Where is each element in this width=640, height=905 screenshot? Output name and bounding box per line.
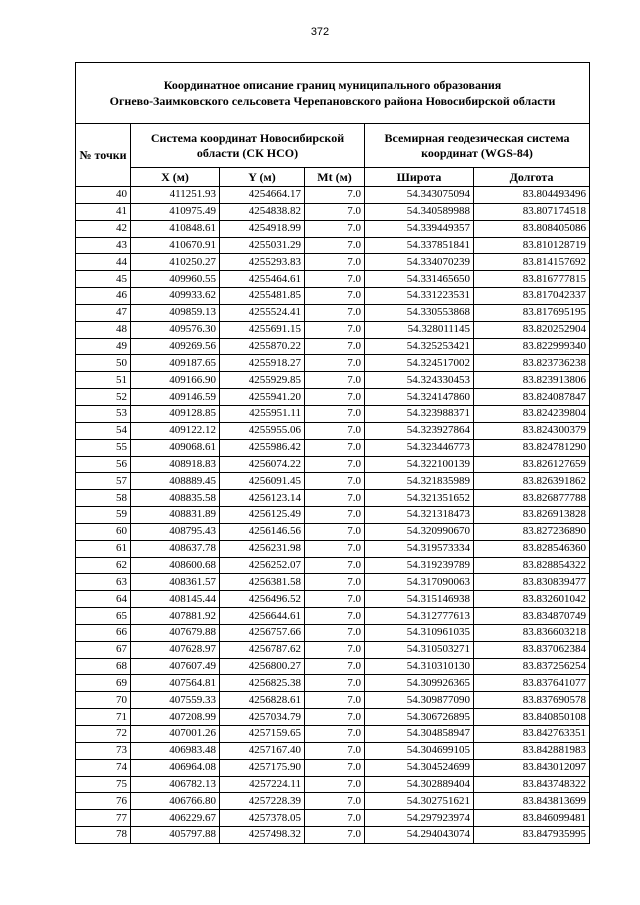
- longitude-cell: 83.836603218: [474, 624, 590, 641]
- y-cell: 4257167.40: [220, 742, 305, 759]
- x-cell: 406782.13: [131, 776, 220, 793]
- point-number-cell: 52: [76, 389, 131, 406]
- latitude-cell: 54.325253421: [365, 338, 474, 355]
- latitude-cell: 54.330553868: [365, 304, 474, 321]
- latitude-cell: 54.309926365: [365, 675, 474, 692]
- table-row: [76, 608, 590, 625]
- mt-cell: 7.0: [305, 456, 365, 473]
- latitude-column-header: Широта: [365, 168, 474, 187]
- latitude-cell: 54.343075094: [365, 187, 474, 204]
- x-cell: 406964.08: [131, 759, 220, 776]
- latitude-cell: 54.302751621: [365, 793, 474, 810]
- y-cell: 4256231.98: [220, 540, 305, 557]
- longitude-cell: 83.842881983: [474, 742, 590, 759]
- x-cell: 410848.61: [131, 220, 220, 237]
- mt-column-header: Mt (м): [305, 168, 365, 187]
- point-number-cell: 47: [76, 304, 131, 321]
- title-line-2: Огнево-Заимковского сельсовета Черепановского района Новосибирской области: [109, 94, 556, 108]
- latitude-cell: 54.310310130: [365, 658, 474, 675]
- table-row: [76, 827, 590, 844]
- latitude-cell: 54.304524699: [365, 759, 474, 776]
- y-cell: 4257175.90: [220, 759, 305, 776]
- table-row: [76, 624, 590, 641]
- point-number-cell: 69: [76, 675, 131, 692]
- latitude-cell: 54.297923974: [365, 810, 474, 827]
- y-cell: 4256825.38: [220, 675, 305, 692]
- x-cell: 408795.43: [131, 523, 220, 540]
- table-row: [76, 658, 590, 675]
- y-cell: 4256146.56: [220, 523, 305, 540]
- latitude-cell: 54.324517002: [365, 355, 474, 372]
- point-number-cell: 51: [76, 372, 131, 389]
- longitude-cell: 83.824300379: [474, 422, 590, 439]
- x-cell: 409933.62: [131, 288, 220, 305]
- table-row: [76, 372, 590, 389]
- longitude-cell: 83.828854322: [474, 557, 590, 574]
- table-row: [76, 456, 590, 473]
- latitude-cell: 54.340589988: [365, 203, 474, 220]
- table-row: [76, 574, 590, 591]
- wgs-system-header: Всемирная геодезическая система координат (WGS-84): [365, 124, 590, 168]
- longitude-cell: 83.827236890: [474, 523, 590, 540]
- longitude-cell: 83.826127659: [474, 456, 590, 473]
- point-number-cell: 58: [76, 490, 131, 507]
- point-number-cell: 55: [76, 439, 131, 456]
- point-number-header: № точки: [76, 124, 131, 187]
- x-cell: 410250.27: [131, 254, 220, 271]
- x-cell: 408361.57: [131, 574, 220, 591]
- longitude-cell: 83.823913806: [474, 372, 590, 389]
- x-cell: 409576.30: [131, 321, 220, 338]
- nso-system-header: Система координат Новосибирской области (СК НСО): [131, 124, 365, 168]
- mt-cell: 7.0: [305, 523, 365, 540]
- longitude-cell: 83.834870749: [474, 608, 590, 625]
- point-number-cell: 66: [76, 624, 131, 641]
- mt-cell: 7.0: [305, 203, 365, 220]
- mt-cell: 7.0: [305, 254, 365, 271]
- longitude-cell: 83.842763351: [474, 726, 590, 743]
- table-row: [76, 759, 590, 776]
- x-column-header: X (м): [131, 168, 220, 187]
- x-cell: 407607.49: [131, 658, 220, 675]
- point-number-cell: 50: [76, 355, 131, 372]
- y-cell: 4257228.39: [220, 793, 305, 810]
- point-number-cell: 42: [76, 220, 131, 237]
- x-cell: 408918.83: [131, 456, 220, 473]
- x-cell: 405797.88: [131, 827, 220, 844]
- x-cell: 411251.93: [131, 187, 220, 204]
- mt-cell: 7.0: [305, 389, 365, 406]
- latitude-cell: 54.310503271: [365, 641, 474, 658]
- point-number-cell: 73: [76, 742, 131, 759]
- longitude-cell: 83.840850108: [474, 709, 590, 726]
- table-row: [76, 304, 590, 321]
- table-row: [76, 675, 590, 692]
- table-row: [76, 507, 590, 524]
- y-cell: 4255464.61: [220, 271, 305, 288]
- mt-cell: 7.0: [305, 490, 365, 507]
- longitude-cell: 83.824781290: [474, 439, 590, 456]
- mt-cell: 7.0: [305, 422, 365, 439]
- latitude-cell: 54.339449357: [365, 220, 474, 237]
- table-row: [76, 338, 590, 355]
- latitude-cell: 54.317090063: [365, 574, 474, 591]
- x-cell: 409166.90: [131, 372, 220, 389]
- mt-cell: 7.0: [305, 473, 365, 490]
- table-row: [76, 321, 590, 338]
- x-cell: 406766.80: [131, 793, 220, 810]
- point-number-cell: 75: [76, 776, 131, 793]
- y-cell: 4255918.27: [220, 355, 305, 372]
- table-body: [76, 187, 590, 844]
- point-number-cell: 64: [76, 591, 131, 608]
- latitude-cell: 54.304858947: [365, 726, 474, 743]
- table-row: [76, 793, 590, 810]
- point-number-cell: 46: [76, 288, 131, 305]
- mt-cell: 7.0: [305, 372, 365, 389]
- x-cell: 409859.13: [131, 304, 220, 321]
- longitude-cell: 83.807174518: [474, 203, 590, 220]
- table-row: [76, 254, 590, 271]
- y-cell: 4256828.61: [220, 692, 305, 709]
- table-row: [76, 709, 590, 726]
- mt-cell: 7.0: [305, 355, 365, 372]
- x-cell: 407001.26: [131, 726, 220, 743]
- table-row: [76, 591, 590, 608]
- longitude-cell: 83.810128719: [474, 237, 590, 254]
- longitude-cell: 83.804493496: [474, 187, 590, 204]
- table-row: [76, 810, 590, 827]
- x-cell: 409269.56: [131, 338, 220, 355]
- longitude-cell: 83.830839477: [474, 574, 590, 591]
- longitude-cell: 83.820252904: [474, 321, 590, 338]
- mt-cell: 7.0: [305, 759, 365, 776]
- table-row: [76, 203, 590, 220]
- x-cell: 409960.55: [131, 271, 220, 288]
- point-number-cell: 71: [76, 709, 131, 726]
- point-number-cell: 40: [76, 187, 131, 204]
- point-number-cell: 43: [76, 237, 131, 254]
- x-cell: 406229.67: [131, 810, 220, 827]
- table-row: [76, 473, 590, 490]
- mt-cell: 7.0: [305, 304, 365, 321]
- point-number-cell: 76: [76, 793, 131, 810]
- point-number-cell: 60: [76, 523, 131, 540]
- point-number-cell: 45: [76, 271, 131, 288]
- longitude-cell: 83.817042337: [474, 288, 590, 305]
- y-cell: 4256252.07: [220, 557, 305, 574]
- x-cell: 409187.65: [131, 355, 220, 372]
- y-cell: 4256381.58: [220, 574, 305, 591]
- mt-cell: 7.0: [305, 827, 365, 844]
- table-row: [76, 355, 590, 372]
- table-row: [76, 405, 590, 422]
- table-row: [76, 422, 590, 439]
- point-number-cell: 57: [76, 473, 131, 490]
- y-cell: 4257224.11: [220, 776, 305, 793]
- x-cell: 410975.49: [131, 203, 220, 220]
- longitude-cell: 83.808405086: [474, 220, 590, 237]
- longitude-cell: 83.843813699: [474, 793, 590, 810]
- point-number-cell: 56: [76, 456, 131, 473]
- y-cell: 4256787.62: [220, 641, 305, 658]
- mt-cell: 7.0: [305, 288, 365, 305]
- x-cell: 407208.99: [131, 709, 220, 726]
- point-number-cell: 44: [76, 254, 131, 271]
- y-cell: 4257034.79: [220, 709, 305, 726]
- y-cell: 4255524.41: [220, 304, 305, 321]
- y-cell: 4255941.20: [220, 389, 305, 406]
- x-cell: 407628.97: [131, 641, 220, 658]
- x-cell: 408831.89: [131, 507, 220, 524]
- mt-cell: 7.0: [305, 271, 365, 288]
- latitude-cell: 54.321835989: [365, 473, 474, 490]
- mt-cell: 7.0: [305, 591, 365, 608]
- y-cell: 4255951.11: [220, 405, 305, 422]
- point-number-cell: 78: [76, 827, 131, 844]
- latitude-cell: 54.320990670: [365, 523, 474, 540]
- mt-cell: 7.0: [305, 742, 365, 759]
- latitude-cell: 54.312777613: [365, 608, 474, 625]
- mt-cell: 7.0: [305, 624, 365, 641]
- mt-cell: 7.0: [305, 641, 365, 658]
- table-row: [76, 271, 590, 288]
- latitude-cell: 54.322100139: [365, 456, 474, 473]
- point-number-cell: 48: [76, 321, 131, 338]
- y-cell: 4255031.29: [220, 237, 305, 254]
- y-cell: 4256757.66: [220, 624, 305, 641]
- y-cell: 4255955.06: [220, 422, 305, 439]
- longitude-cell: 83.837690578: [474, 692, 590, 709]
- x-cell: 409068.61: [131, 439, 220, 456]
- latitude-cell: 54.323446773: [365, 439, 474, 456]
- point-number-cell: 68: [76, 658, 131, 675]
- x-cell: 409146.59: [131, 389, 220, 406]
- x-cell: 408637.78: [131, 540, 220, 557]
- point-number-cell: 41: [76, 203, 131, 220]
- mt-cell: 7.0: [305, 675, 365, 692]
- mt-cell: 7.0: [305, 692, 365, 709]
- latitude-cell: 54.315146938: [365, 591, 474, 608]
- longitude-cell: 83.814157692: [474, 254, 590, 271]
- x-cell: 407679.88: [131, 624, 220, 641]
- x-cell: 410670.91: [131, 237, 220, 254]
- x-cell: 408145.44: [131, 591, 220, 608]
- title-line-1: Координатное описание границ муниципального образования: [163, 78, 502, 92]
- latitude-cell: 54.304699105: [365, 742, 474, 759]
- longitude-cell: 83.817695195: [474, 304, 590, 321]
- latitude-cell: 54.323927864: [365, 422, 474, 439]
- mt-cell: 7.0: [305, 540, 365, 557]
- latitude-cell: 54.324147860: [365, 389, 474, 406]
- y-cell: 4255870.22: [220, 338, 305, 355]
- table-row: [76, 490, 590, 507]
- table-row: [76, 776, 590, 793]
- y-cell: 4255481.85: [220, 288, 305, 305]
- table-row: [76, 237, 590, 254]
- mt-cell: 7.0: [305, 187, 365, 204]
- longitude-cell: 83.847935995: [474, 827, 590, 844]
- y-cell: 4257498.32: [220, 827, 305, 844]
- y-cell: 4254664.17: [220, 187, 305, 204]
- y-cell: 4256091.45: [220, 473, 305, 490]
- mt-cell: 7.0: [305, 439, 365, 456]
- point-number-cell: 74: [76, 759, 131, 776]
- longitude-cell: 83.824239804: [474, 405, 590, 422]
- longitude-cell: 83.837641077: [474, 675, 590, 692]
- x-cell: 406983.48: [131, 742, 220, 759]
- mt-cell: 7.0: [305, 709, 365, 726]
- x-cell: 409122.12: [131, 422, 220, 439]
- y-cell: 4257159.65: [220, 726, 305, 743]
- latitude-cell: 54.331465650: [365, 271, 474, 288]
- point-number-cell: 53: [76, 405, 131, 422]
- mt-cell: 7.0: [305, 507, 365, 524]
- longitude-cell: 83.843012097: [474, 759, 590, 776]
- point-number-cell: 54: [76, 422, 131, 439]
- y-cell: 4257378.05: [220, 810, 305, 827]
- x-cell: 407564.81: [131, 675, 220, 692]
- x-cell: 407881.92: [131, 608, 220, 625]
- y-cell: 4256644.61: [220, 608, 305, 625]
- mt-cell: 7.0: [305, 405, 365, 422]
- point-number-cell: 63: [76, 574, 131, 591]
- longitude-cell: 83.826913828: [474, 507, 590, 524]
- y-cell: 4255293.83: [220, 254, 305, 271]
- mt-cell: 7.0: [305, 608, 365, 625]
- longitude-cell: 83.826877788: [474, 490, 590, 507]
- table-row: [76, 557, 590, 574]
- coordinates-table: [75, 62, 590, 844]
- point-number-cell: 62: [76, 557, 131, 574]
- page-number: 372: [310, 26, 330, 38]
- latitude-cell: 54.319239789: [365, 557, 474, 574]
- longitude-cell: 83.816777815: [474, 271, 590, 288]
- x-cell: 408835.58: [131, 490, 220, 507]
- latitude-cell: 54.306726895: [365, 709, 474, 726]
- point-number-cell: 77: [76, 810, 131, 827]
- latitude-cell: 54.337851841: [365, 237, 474, 254]
- mt-cell: 7.0: [305, 574, 365, 591]
- mt-cell: 7.0: [305, 810, 365, 827]
- mt-cell: 7.0: [305, 237, 365, 254]
- table-row: [76, 220, 590, 237]
- point-number-cell: 65: [76, 608, 131, 625]
- latitude-cell: 54.319573334: [365, 540, 474, 557]
- table-row: [76, 523, 590, 540]
- mt-cell: 7.0: [305, 338, 365, 355]
- y-cell: 4255986.42: [220, 439, 305, 456]
- y-cell: 4256800.27: [220, 658, 305, 675]
- table-row: [76, 692, 590, 709]
- longitude-cell: 83.843748322: [474, 776, 590, 793]
- latitude-cell: 54.323988371: [365, 405, 474, 422]
- x-cell: 407559.33: [131, 692, 220, 709]
- longitude-cell: 83.826391862: [474, 473, 590, 490]
- table-row: [76, 540, 590, 557]
- point-number-cell: 72: [76, 726, 131, 743]
- mt-cell: 7.0: [305, 726, 365, 743]
- x-cell: 409128.85: [131, 405, 220, 422]
- latitude-cell: 54.328011145: [365, 321, 474, 338]
- longitude-cell: 83.837062384: [474, 641, 590, 658]
- y-cell: 4256496.52: [220, 591, 305, 608]
- latitude-cell: 54.334070239: [365, 254, 474, 271]
- longitude-cell: 83.832601042: [474, 591, 590, 608]
- longitude-cell: 83.824087847: [474, 389, 590, 406]
- point-number-cell: 61: [76, 540, 131, 557]
- mt-cell: 7.0: [305, 557, 365, 574]
- mt-cell: 7.0: [305, 776, 365, 793]
- document-title: [76, 63, 590, 124]
- latitude-cell: 54.321318473: [365, 507, 474, 524]
- mt-cell: 7.0: [305, 220, 365, 237]
- point-number-cell: 59: [76, 507, 131, 524]
- x-cell: 408600.68: [131, 557, 220, 574]
- longitude-cell: 83.846099481: [474, 810, 590, 827]
- y-cell: 4255929.85: [220, 372, 305, 389]
- table-row: [76, 641, 590, 658]
- table-row: [76, 439, 590, 456]
- latitude-cell: 54.324330453: [365, 372, 474, 389]
- y-cell: 4254918.99: [220, 220, 305, 237]
- x-cell: 408889.45: [131, 473, 220, 490]
- point-number-cell: 67: [76, 641, 131, 658]
- y-cell: 4256074.22: [220, 456, 305, 473]
- table-row: [76, 742, 590, 759]
- table-row: [76, 389, 590, 406]
- y-column-header: Y (м): [220, 168, 305, 187]
- table-row: [76, 726, 590, 743]
- longitude-column-header: Долгота: [474, 168, 590, 187]
- table-row: [76, 288, 590, 305]
- latitude-cell: 54.302889404: [365, 776, 474, 793]
- longitude-cell: 83.828546360: [474, 540, 590, 557]
- y-cell: 4256123.14: [220, 490, 305, 507]
- longitude-cell: 83.822999340: [474, 338, 590, 355]
- latitude-cell: 54.294043074: [365, 827, 474, 844]
- longitude-cell: 83.823736238: [474, 355, 590, 372]
- y-cell: 4255691.15: [220, 321, 305, 338]
- y-cell: 4254838.82: [220, 203, 305, 220]
- mt-cell: 7.0: [305, 658, 365, 675]
- latitude-cell: 54.331223531: [365, 288, 474, 305]
- latitude-cell: 54.321351652: [365, 490, 474, 507]
- mt-cell: 7.0: [305, 321, 365, 338]
- y-cell: 4256125.49: [220, 507, 305, 524]
- latitude-cell: 54.309877090: [365, 692, 474, 709]
- table-row: [76, 187, 590, 204]
- latitude-cell: 54.310961035: [365, 624, 474, 641]
- point-number-cell: 49: [76, 338, 131, 355]
- longitude-cell: 83.837256254: [474, 658, 590, 675]
- mt-cell: 7.0: [305, 793, 365, 810]
- point-number-cell: 70: [76, 692, 131, 709]
